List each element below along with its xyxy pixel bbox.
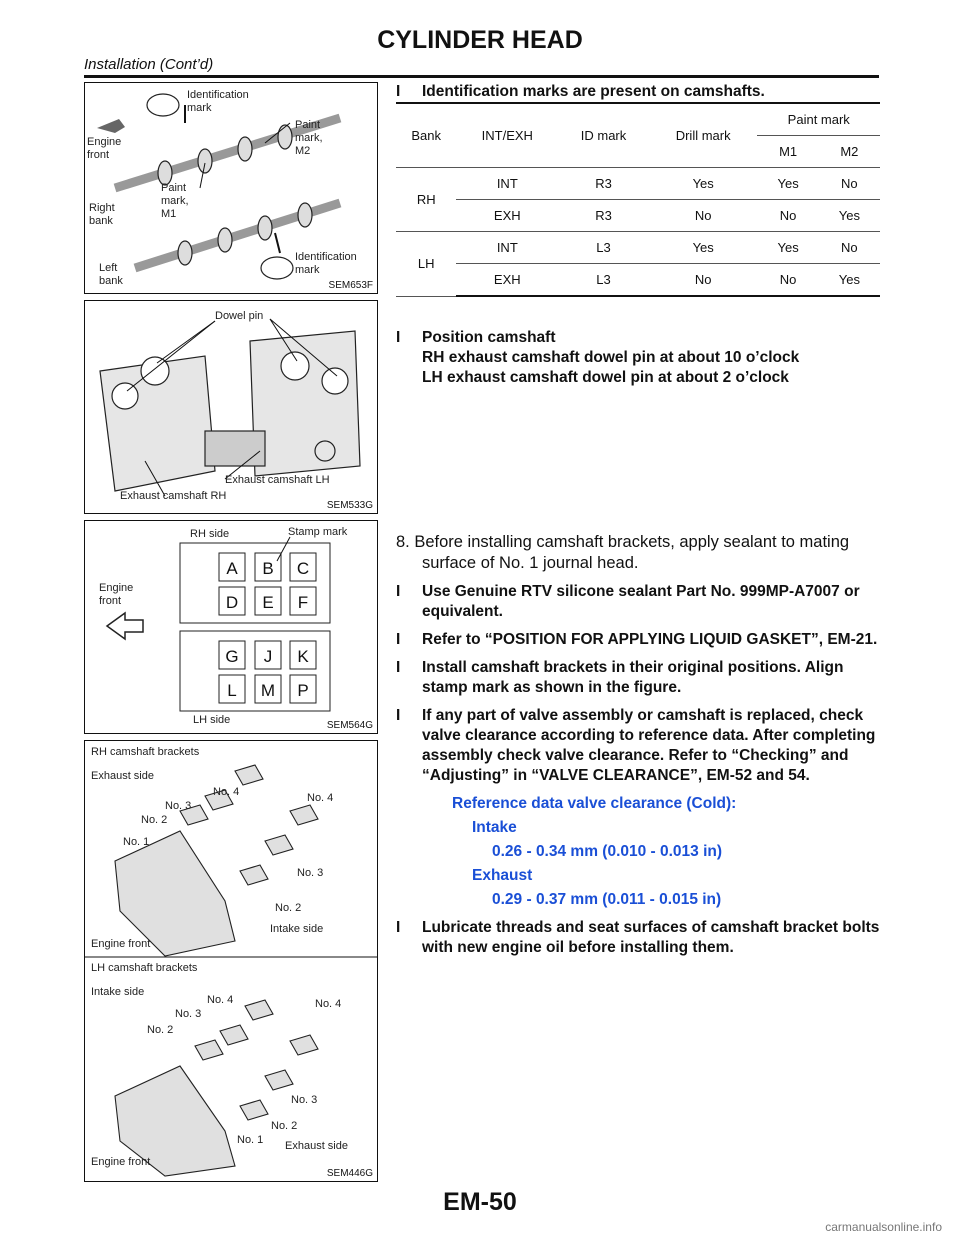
engine-front-illustration: [85, 301, 377, 513]
fig4-label: Engine front: [91, 938, 151, 950]
table-header: Paint mark: [757, 103, 880, 136]
bullet-text: Lubricate threads and seat surfaces of camshaft bracket bolts with new engine oil before installing them.: [422, 919, 880, 956]
fig4-label: Intake side: [91, 986, 145, 998]
fig4-label: No. 2: [271, 1120, 298, 1132]
fig4-label: No. 4: [207, 994, 234, 1006]
table-row: [396, 232, 880, 264]
fig4-label: No. 3: [175, 1008, 202, 1020]
fig4-label: RH camshaft brackets: [91, 746, 200, 758]
table-cell: R3: [558, 200, 649, 232]
stamp-letter: K: [297, 647, 309, 666]
table-cell: Yes: [819, 264, 880, 297]
page-subtitle: Installation (Cont’d): [84, 56, 214, 73]
bullet-marker: I: [396, 83, 401, 100]
fig1-label: Paint: [161, 182, 187, 194]
stamp-letter: C: [296, 559, 310, 578]
table-cell: Yes: [819, 200, 880, 232]
page-number: EM-50: [443, 1188, 517, 1216]
bullet-marker: I: [396, 919, 401, 936]
reference-title: Reference data valve clearance (Cold):: [452, 795, 737, 812]
fig4-label: No. 4: [315, 998, 342, 1010]
figure-camshaft-id-marks: [84, 82, 378, 294]
bullet-text: Identification marks are present on camshafts.: [422, 83, 765, 100]
stamp-letter: P: [297, 681, 309, 700]
fig1-label: Right: [89, 202, 115, 214]
table-cell: EXH: [456, 200, 558, 232]
step-8: [396, 532, 880, 958]
bullet-marker: I: [396, 329, 401, 346]
table-cell: No: [757, 264, 818, 297]
table-cell: LH: [396, 232, 456, 297]
fig4-label: No. 3: [297, 867, 324, 879]
fig1-label: bank: [89, 215, 113, 227]
table-cell: RH: [396, 168, 456, 232]
figure-code: SEM446G: [326, 1168, 373, 1179]
bullet-line: Position camshaft: [422, 329, 556, 346]
figure-code: SEM564G: [326, 720, 373, 731]
bullet-text: Refer to “POSITION FOR APPLYING LIQUID GASKET”, EM-21.: [422, 631, 878, 648]
fig4-label: No. 4: [213, 786, 240, 798]
fig1-label: mark: [187, 102, 212, 114]
instruction-bullet: [396, 918, 880, 958]
table-header: M1: [757, 136, 818, 168]
page-title: CYLINDER HEAD: [377, 26, 583, 54]
table-cell: No: [649, 264, 758, 297]
fig4-label: Exhaust side: [285, 1140, 348, 1152]
fig4-label: No. 3: [291, 1094, 318, 1106]
fig3-label: Stamp mark: [288, 526, 348, 538]
fig3-label: Engine: [99, 582, 134, 594]
fig4-label: No. 3: [165, 800, 192, 812]
fig3-label: LH side: [193, 714, 231, 726]
stamp-letter: E: [262, 593, 274, 612]
fig4-label: No. 1: [237, 1134, 264, 1146]
identification-table: [396, 102, 880, 297]
exhaust-value: 0.29 - 0.37 mm (0.011 - 0.015 in): [492, 891, 722, 908]
brackets-illustration: [85, 741, 377, 1181]
exhaust-label: Exhaust: [472, 867, 533, 884]
fig2-label: Exhaust camshaft LH: [225, 474, 330, 486]
fig3-label: RH side: [190, 528, 230, 540]
table-header: INT/EXH: [456, 103, 558, 168]
fig1-label: M1: [161, 208, 177, 220]
fig4-label: Intake side: [270, 923, 324, 935]
stamp-letter: A: [226, 559, 238, 578]
table-cell: No: [819, 232, 880, 264]
table-cell: R3: [558, 168, 649, 200]
fig4-label: No. 2: [275, 902, 302, 914]
bullet-marker: I: [396, 631, 401, 648]
fig4-label: No. 1: [123, 836, 150, 848]
fig1-label: Engine: [87, 136, 122, 148]
bullet-text: Use Genuine RTV silicone sealant Part No. 999MP-A7007 or equivalent.: [422, 583, 860, 620]
figure-code: SEM653F: [328, 280, 373, 291]
bullet-line: LH exhaust camshaft dowel pin at about 2 o’clock: [422, 369, 789, 386]
table-row: [396, 200, 880, 232]
fig1-label: front: [87, 149, 110, 161]
stamp-letter: B: [262, 559, 274, 578]
stamp-letter: L: [227, 681, 237, 700]
stamp-letter: F: [297, 593, 309, 612]
table-cell: No: [819, 168, 880, 200]
fig4-label: Exhaust side: [91, 770, 154, 782]
bullet-text: Install camshaft brackets in their original positions. Align stamp mark as shown in the figure.: [422, 659, 844, 696]
bullet-marker: I: [396, 583, 401, 600]
table-cell: No: [649, 200, 758, 232]
bullet-line: RH exhaust camshaft dowel pin at about 10 o’clock: [422, 349, 800, 366]
instruction-bullet: [396, 658, 880, 698]
stamp-letter: G: [225, 647, 239, 666]
bullet-text: If any part of valve assembly or camshaft is replaced, check valve clearance according to reference data. After completing assembly check valve clearance. Refer to “Checking” and “Adjusting” in “VALVE CLEARANCE”, EM-52 and 54.: [422, 707, 876, 784]
bullet-marker: I: [396, 659, 401, 676]
fig1-label: mark,: [161, 195, 189, 207]
stamp-letter: M: [260, 681, 276, 700]
table-cell: Yes: [649, 168, 758, 200]
camshaft-illustration: [85, 83, 377, 293]
figure-dowel-pin: [84, 300, 378, 514]
table-header: Bank: [396, 103, 456, 168]
fig1-label: mark: [295, 264, 320, 276]
bullet-marker: I: [396, 707, 401, 724]
table-cell: Yes: [649, 232, 758, 264]
fig1-label: Paint: [295, 119, 321, 131]
stamp-letter: D: [225, 593, 239, 612]
fig1-label: Identification: [187, 89, 249, 101]
table-cell: No: [757, 200, 818, 232]
fig1-label: bank: [99, 275, 123, 287]
table-header: Drill mark: [649, 103, 758, 168]
table-header: M2: [819, 136, 880, 168]
watermark: carmanualsonline.info: [825, 1220, 942, 1234]
fig1-label: Left: [99, 262, 118, 274]
table-cell: Yes: [757, 232, 818, 264]
table-row: [396, 264, 880, 297]
figure-code: SEM533G: [326, 500, 373, 511]
position-camshaft-bullet: [396, 328, 906, 388]
fig2-label: Dowel pin: [215, 310, 264, 322]
figure-stamp-marks: [84, 520, 378, 734]
instruction-bullet: [396, 630, 880, 650]
identification-bullet: [396, 82, 906, 102]
table-header: ID mark: [558, 103, 649, 168]
table-row: [396, 168, 880, 200]
instruction-bullet: [396, 706, 880, 786]
table-cell: L3: [558, 264, 649, 297]
fig4-label: No. 4: [307, 792, 334, 804]
instruction-bullet: [396, 582, 880, 622]
fig4-label: No. 2: [141, 814, 168, 826]
step-text: 8. Before installing camshaft brackets, apply sealant to mating surface of No. 1 journal head.: [396, 533, 850, 572]
fig2-label: Exhaust camshaft RH: [120, 490, 227, 502]
intake-value: 0.26 - 0.34 mm (0.010 - 0.013 in): [492, 843, 723, 860]
table-cell: INT: [456, 168, 558, 200]
bracket-layout-illustration: [85, 521, 377, 733]
figure-camshaft-brackets: [84, 740, 378, 1182]
fig4-label: Engine front: [91, 1156, 151, 1168]
fig1-label: mark,: [295, 132, 323, 144]
fig1-label: M2: [295, 145, 311, 157]
header-rule: [84, 75, 879, 78]
fig4-label: LH camshaft brackets: [91, 962, 198, 974]
table-cell: EXH: [456, 264, 558, 297]
stamp-letter: J: [263, 647, 273, 666]
table-cell: Yes: [757, 168, 818, 200]
fig3-label: front: [99, 595, 122, 607]
table-cell: INT: [456, 232, 558, 264]
table-cell: L3: [558, 232, 649, 264]
fig4-label: No. 2: [147, 1024, 174, 1036]
intake-label: Intake: [472, 819, 517, 836]
fig1-label: Identification: [295, 251, 357, 263]
